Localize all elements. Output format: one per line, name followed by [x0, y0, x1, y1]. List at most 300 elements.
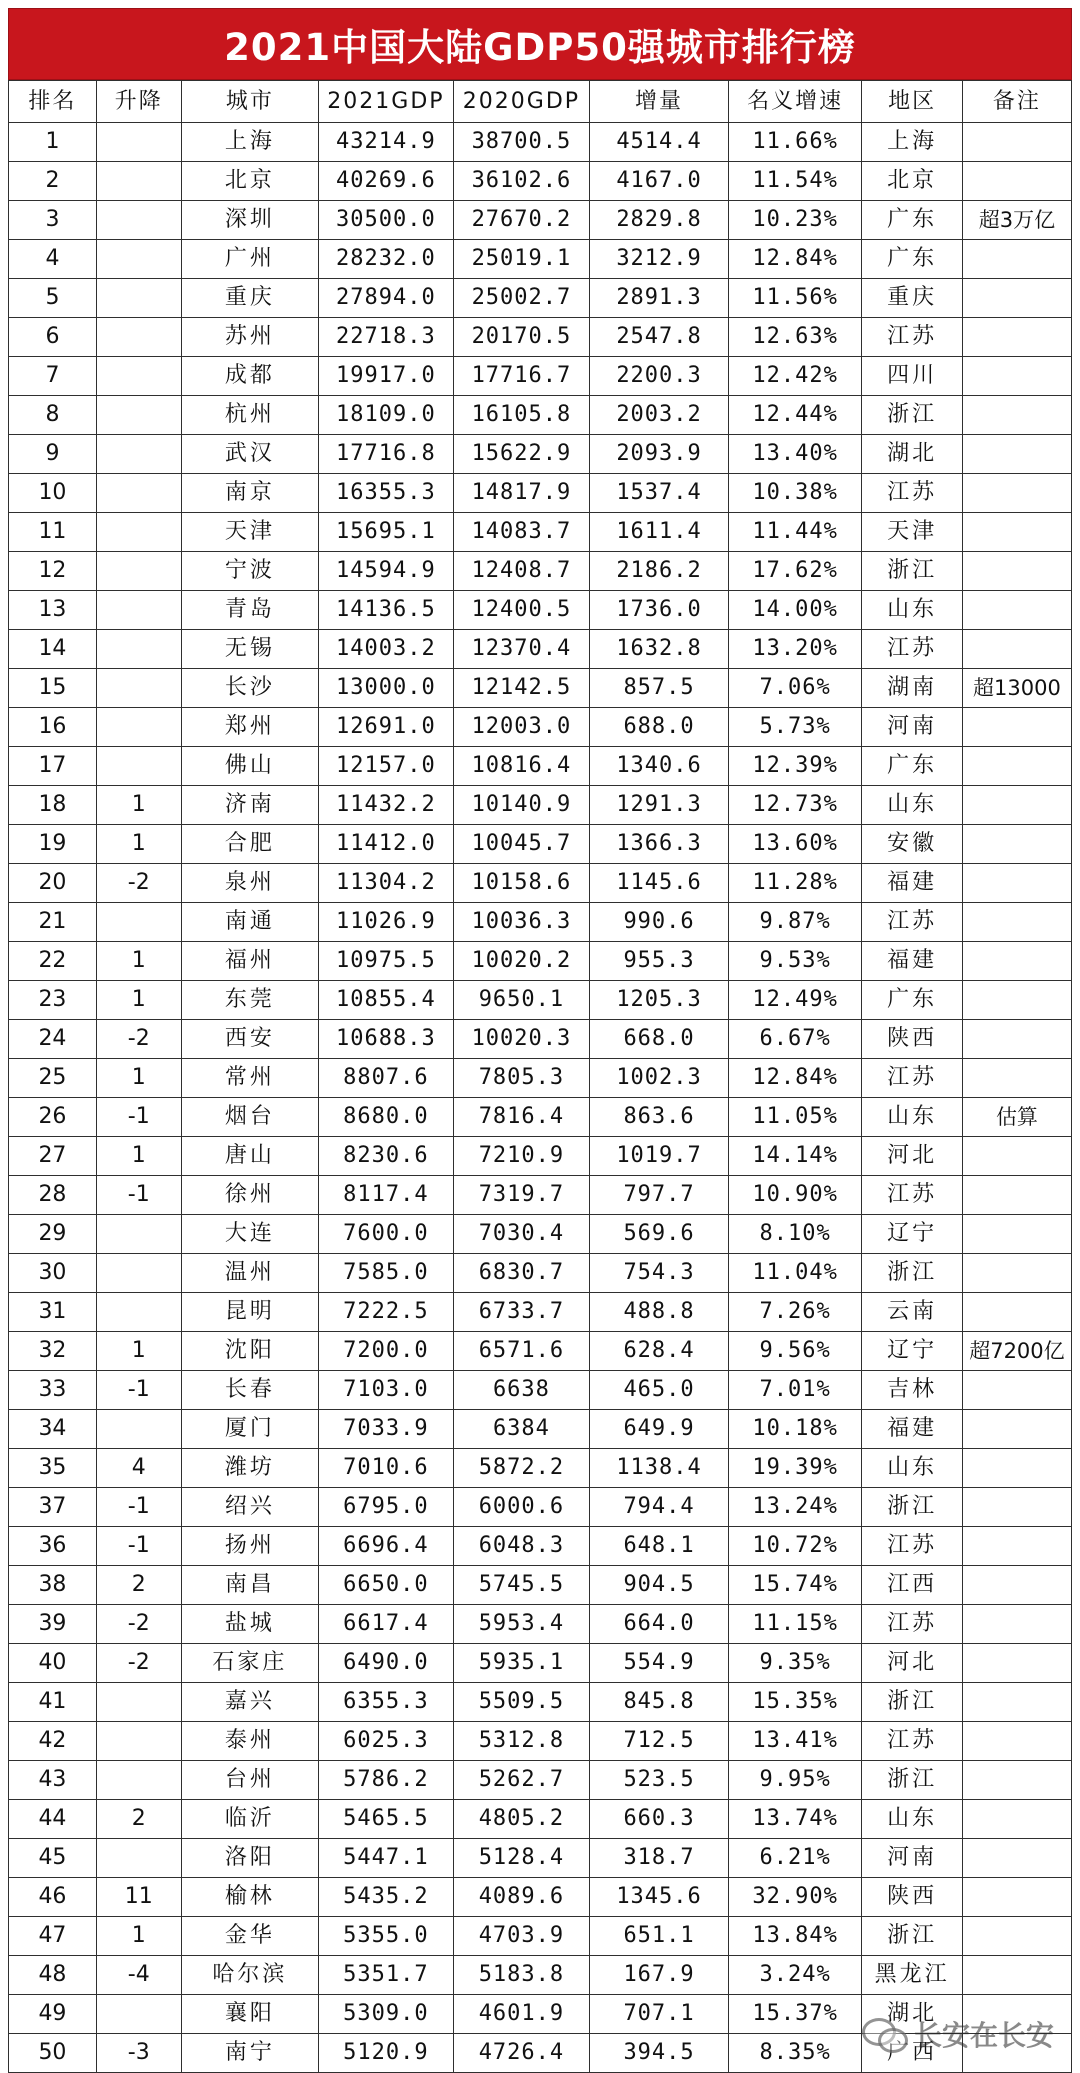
cell-note[interactable]	[962, 1254, 1071, 1293]
cell-city[interactable]: 福州	[181, 942, 319, 981]
cell-note[interactable]	[962, 1761, 1071, 1800]
cell-city[interactable]: 上海	[181, 123, 319, 162]
cell-note[interactable]: 超7200亿	[962, 1332, 1071, 1371]
cell-city[interactable]: 临沂	[181, 1800, 319, 1839]
cell-gdp-2021[interactable]: 10855.4	[319, 981, 453, 1020]
cell-gdp-2021[interactable]: 7585.0	[319, 1254, 453, 1293]
cell-city[interactable]: 天津	[181, 513, 319, 552]
cell-rank[interactable]: 37	[9, 1488, 97, 1527]
cell-city[interactable]: 成都	[181, 357, 319, 396]
cell-increase[interactable]: 1632.8	[590, 630, 729, 669]
cell-growth[interactable]: 12.84%	[728, 240, 861, 279]
cell-increase[interactable]: 955.3	[590, 942, 729, 981]
cell-gdp-2021[interactable]: 6490.0	[319, 1644, 453, 1683]
cell-region[interactable]: 广东	[862, 201, 963, 240]
cell-gdp-2020[interactable]: 10816.4	[453, 747, 590, 786]
cell-region[interactable]: 辽宁	[862, 1215, 963, 1254]
cell-note[interactable]	[962, 786, 1071, 825]
cell-rank[interactable]: 48	[9, 1956, 97, 1995]
cell-change[interactable]: -3	[96, 2034, 181, 2073]
cell-increase[interactable]: 1345.6	[590, 1878, 729, 1917]
cell-change[interactable]	[96, 1761, 181, 1800]
cell-gdp-2021[interactable]: 8230.6	[319, 1137, 453, 1176]
cell-gdp-2020[interactable]: 5509.5	[453, 1683, 590, 1722]
cell-note[interactable]	[962, 864, 1071, 903]
cell-growth[interactable]: 15.74%	[728, 1566, 861, 1605]
cell-gdp-2021[interactable]: 10975.5	[319, 942, 453, 981]
cell-growth[interactable]: 14.00%	[728, 591, 861, 630]
cell-note[interactable]	[962, 1137, 1071, 1176]
cell-change[interactable]: 1	[96, 1332, 181, 1371]
cell-growth[interactable]: 5.73%	[728, 708, 861, 747]
cell-change[interactable]	[96, 162, 181, 201]
cell-city[interactable]: 烟台	[181, 1098, 319, 1137]
cell-note[interactable]	[962, 123, 1071, 162]
cell-city[interactable]: 深圳	[181, 201, 319, 240]
cell-growth[interactable]: 6.67%	[728, 1020, 861, 1059]
cell-gdp-2021[interactable]: 10688.3	[319, 1020, 453, 1059]
cell-rank[interactable]: 17	[9, 747, 97, 786]
cell-increase[interactable]: 1002.3	[590, 1059, 729, 1098]
cell-change[interactable]: 2	[96, 1800, 181, 1839]
cell-rank[interactable]: 6	[9, 318, 97, 357]
cell-gdp-2021[interactable]: 8680.0	[319, 1098, 453, 1137]
cell-increase[interactable]: 990.6	[590, 903, 729, 942]
cell-city[interactable]: 大连	[181, 1215, 319, 1254]
cell-city[interactable]: 哈尔滨	[181, 1956, 319, 1995]
cell-gdp-2021[interactable]: 5447.1	[319, 1839, 453, 1878]
cell-rank[interactable]: 26	[9, 1098, 97, 1137]
cell-growth[interactable]: 10.38%	[728, 474, 861, 513]
cell-growth[interactable]: 11.56%	[728, 279, 861, 318]
cell-change[interactable]	[96, 1722, 181, 1761]
header-rank[interactable]: 排名	[9, 81, 97, 123]
cell-change[interactable]	[96, 591, 181, 630]
cell-gdp-2020[interactable]: 12400.5	[453, 591, 590, 630]
cell-change[interactable]: 1	[96, 825, 181, 864]
cell-change[interactable]: -2	[96, 1020, 181, 1059]
cell-note[interactable]	[962, 942, 1071, 981]
cell-growth[interactable]: 12.63%	[728, 318, 861, 357]
cell-note[interactable]	[962, 240, 1071, 279]
cell-increase[interactable]: 394.5	[590, 2034, 729, 2073]
cell-rank[interactable]: 43	[9, 1761, 97, 1800]
cell-gdp-2020[interactable]: 10045.7	[453, 825, 590, 864]
cell-change[interactable]	[96, 708, 181, 747]
cell-gdp-2020[interactable]: 7210.9	[453, 1137, 590, 1176]
cell-rank[interactable]: 4	[9, 240, 97, 279]
cell-rank[interactable]: 7	[9, 357, 97, 396]
cell-increase[interactable]: 712.5	[590, 1722, 729, 1761]
cell-note[interactable]	[962, 1059, 1071, 1098]
cell-city[interactable]: 北京	[181, 162, 319, 201]
cell-note[interactable]	[962, 1839, 1071, 1878]
cell-gdp-2020[interactable]: 12370.4	[453, 630, 590, 669]
header-city[interactable]: 城市	[181, 81, 319, 123]
cell-gdp-2020[interactable]: 5183.8	[453, 1956, 590, 1995]
cell-note[interactable]	[962, 1878, 1071, 1917]
cell-region[interactable]: 山东	[862, 1449, 963, 1488]
cell-gdp-2020[interactable]: 10036.3	[453, 903, 590, 942]
cell-gdp-2020[interactable]: 6733.7	[453, 1293, 590, 1332]
cell-gdp-2021[interactable]: 11412.0	[319, 825, 453, 864]
cell-gdp-2020[interactable]: 9650.1	[453, 981, 590, 1020]
cell-note[interactable]: 超3万亿	[962, 201, 1071, 240]
cell-gdp-2020[interactable]: 4726.4	[453, 2034, 590, 2073]
cell-city[interactable]: 东莞	[181, 981, 319, 1020]
cell-change[interactable]	[96, 747, 181, 786]
cell-increase[interactable]: 2891.3	[590, 279, 729, 318]
cell-growth[interactable]: 15.37%	[728, 1995, 861, 2034]
cell-change[interactable]	[96, 552, 181, 591]
cell-change[interactable]	[96, 435, 181, 474]
cell-growth[interactable]: 12.39%	[728, 747, 861, 786]
cell-gdp-2021[interactable]: 16355.3	[319, 474, 453, 513]
cell-city[interactable]: 重庆	[181, 279, 319, 318]
cell-rank[interactable]: 12	[9, 552, 97, 591]
cell-gdp-2021[interactable]: 8117.4	[319, 1176, 453, 1215]
cell-note[interactable]: 估算	[962, 1098, 1071, 1137]
cell-increase[interactable]: 845.8	[590, 1683, 729, 1722]
cell-gdp-2020[interactable]: 25019.1	[453, 240, 590, 279]
cell-region[interactable]: 河北	[862, 1137, 963, 1176]
cell-rank[interactable]: 42	[9, 1722, 97, 1761]
cell-increase[interactable]: 488.8	[590, 1293, 729, 1332]
cell-note[interactable]	[962, 513, 1071, 552]
cell-note[interactable]	[962, 1449, 1071, 1488]
cell-region[interactable]: 河南	[862, 708, 963, 747]
cell-rank[interactable]: 39	[9, 1605, 97, 1644]
cell-gdp-2021[interactable]: 11432.2	[319, 786, 453, 825]
cell-growth[interactable]: 11.15%	[728, 1605, 861, 1644]
cell-city[interactable]: 唐山	[181, 1137, 319, 1176]
cell-change[interactable]: 1	[96, 981, 181, 1020]
cell-region[interactable]: 福建	[862, 864, 963, 903]
cell-increase[interactable]: 2093.9	[590, 435, 729, 474]
cell-growth[interactable]: 11.66%	[728, 123, 861, 162]
cell-gdp-2020[interactable]: 10020.2	[453, 942, 590, 981]
header-change[interactable]: 升降	[96, 81, 181, 123]
cell-city[interactable]: 佛山	[181, 747, 319, 786]
cell-increase[interactable]: 1019.7	[590, 1137, 729, 1176]
cell-rank[interactable]: 29	[9, 1215, 97, 1254]
cell-city[interactable]: 郑州	[181, 708, 319, 747]
cell-gdp-2020[interactable]: 6000.6	[453, 1488, 590, 1527]
cell-increase[interactable]: 1205.3	[590, 981, 729, 1020]
cell-gdp-2021[interactable]: 7033.9	[319, 1410, 453, 1449]
cell-city[interactable]: 西安	[181, 1020, 319, 1059]
cell-gdp-2021[interactable]: 13000.0	[319, 669, 453, 708]
cell-region[interactable]: 吉林	[862, 1371, 963, 1410]
cell-change[interactable]	[96, 318, 181, 357]
cell-region[interactable]: 浙江	[862, 1683, 963, 1722]
header-gdp-2020[interactable]: 2020GDP	[453, 81, 590, 123]
cell-region[interactable]: 北京	[862, 162, 963, 201]
cell-gdp-2020[interactable]: 6571.6	[453, 1332, 590, 1371]
cell-region[interactable]: 上海	[862, 123, 963, 162]
cell-city[interactable]: 杭州	[181, 396, 319, 435]
cell-city[interactable]: 合肥	[181, 825, 319, 864]
cell-rank[interactable]: 16	[9, 708, 97, 747]
cell-gdp-2021[interactable]: 5309.0	[319, 1995, 453, 2034]
cell-growth[interactable]: 15.35%	[728, 1683, 861, 1722]
cell-region[interactable]: 江苏	[862, 630, 963, 669]
cell-change[interactable]	[96, 1995, 181, 2034]
cell-note[interactable]	[962, 981, 1071, 1020]
cell-growth[interactable]: 17.62%	[728, 552, 861, 591]
cell-region[interactable]: 安徽	[862, 825, 963, 864]
cell-gdp-2020[interactable]: 5953.4	[453, 1605, 590, 1644]
cell-growth[interactable]: 13.84%	[728, 1917, 861, 1956]
cell-rank[interactable]: 31	[9, 1293, 97, 1332]
cell-gdp-2020[interactable]: 5128.4	[453, 1839, 590, 1878]
cell-note[interactable]	[962, 1176, 1071, 1215]
cell-region[interactable]: 江苏	[862, 1059, 963, 1098]
cell-region[interactable]: 江苏	[862, 1722, 963, 1761]
cell-change[interactable]	[96, 1293, 181, 1332]
cell-growth[interactable]: 12.44%	[728, 396, 861, 435]
cell-region[interactable]: 广东	[862, 747, 963, 786]
cell-change[interactable]	[96, 669, 181, 708]
cell-region[interactable]: 山东	[862, 1098, 963, 1137]
cell-gdp-2020[interactable]: 4089.6	[453, 1878, 590, 1917]
cell-note[interactable]	[962, 1917, 1071, 1956]
cell-gdp-2021[interactable]: 19917.0	[319, 357, 453, 396]
cell-rank[interactable]: 47	[9, 1917, 97, 1956]
cell-rank[interactable]: 41	[9, 1683, 97, 1722]
cell-change[interactable]	[96, 1683, 181, 1722]
cell-city[interactable]: 石家庄	[181, 1644, 319, 1683]
cell-region[interactable]: 浙江	[862, 552, 963, 591]
cell-gdp-2020[interactable]: 4703.9	[453, 1917, 590, 1956]
cell-note[interactable]	[962, 1293, 1071, 1332]
cell-note[interactable]	[962, 1527, 1071, 1566]
cell-rank[interactable]: 28	[9, 1176, 97, 1215]
cell-gdp-2021[interactable]: 28232.0	[319, 240, 453, 279]
cell-rank[interactable]: 38	[9, 1566, 97, 1605]
cell-increase[interactable]: 523.5	[590, 1761, 729, 1800]
cell-increase[interactable]: 554.9	[590, 1644, 729, 1683]
cell-city[interactable]: 长春	[181, 1371, 319, 1410]
cell-change[interactable]	[96, 1254, 181, 1293]
cell-city[interactable]: 潍坊	[181, 1449, 319, 1488]
cell-gdp-2021[interactable]: 14136.5	[319, 591, 453, 630]
cell-growth[interactable]: 13.24%	[728, 1488, 861, 1527]
cell-gdp-2020[interactable]: 27670.2	[453, 201, 590, 240]
cell-note[interactable]	[962, 708, 1071, 747]
cell-increase[interactable]: 1291.3	[590, 786, 729, 825]
cell-growth[interactable]: 13.40%	[728, 435, 861, 474]
cell-region[interactable]: 广东	[862, 981, 963, 1020]
cell-increase[interactable]: 664.0	[590, 1605, 729, 1644]
cell-city[interactable]: 盐城	[181, 1605, 319, 1644]
cell-increase[interactable]: 688.0	[590, 708, 729, 747]
cell-note[interactable]	[962, 1566, 1071, 1605]
cell-increase[interactable]: 857.5	[590, 669, 729, 708]
cell-gdp-2021[interactable]: 7222.5	[319, 1293, 453, 1332]
cell-growth[interactable]: 9.87%	[728, 903, 861, 942]
cell-region[interactable]: 四川	[862, 357, 963, 396]
cell-note[interactable]	[962, 2034, 1071, 2073]
cell-rank[interactable]: 3	[9, 201, 97, 240]
cell-rank[interactable]: 24	[9, 1020, 97, 1059]
cell-change[interactable]	[96, 201, 181, 240]
cell-city[interactable]: 无锡	[181, 630, 319, 669]
cell-region[interactable]: 山东	[862, 1800, 963, 1839]
cell-change[interactable]: -1	[96, 1176, 181, 1215]
cell-region[interactable]: 江苏	[862, 903, 963, 942]
cell-change[interactable]	[96, 123, 181, 162]
header-gdp-2021[interactable]: 2021GDP	[319, 81, 453, 123]
cell-gdp-2020[interactable]: 7030.4	[453, 1215, 590, 1254]
cell-increase[interactable]: 4167.0	[590, 162, 729, 201]
cell-rank[interactable]: 11	[9, 513, 97, 552]
cell-gdp-2020[interactable]: 7319.7	[453, 1176, 590, 1215]
cell-note[interactable]	[962, 1683, 1071, 1722]
cell-rank[interactable]: 22	[9, 942, 97, 981]
cell-increase[interactable]: 797.7	[590, 1176, 729, 1215]
cell-rank[interactable]: 2	[9, 162, 97, 201]
cell-rank[interactable]: 27	[9, 1137, 97, 1176]
cell-increase[interactable]: 1736.0	[590, 591, 729, 630]
cell-change[interactable]: -2	[96, 1644, 181, 1683]
cell-note[interactable]	[962, 1488, 1071, 1527]
cell-growth[interactable]: 12.73%	[728, 786, 861, 825]
cell-gdp-2020[interactable]: 25002.7	[453, 279, 590, 318]
cell-increase[interactable]: 863.6	[590, 1098, 729, 1137]
cell-region[interactable]: 山东	[862, 591, 963, 630]
cell-city[interactable]: 南昌	[181, 1566, 319, 1605]
cell-growth[interactable]: 7.01%	[728, 1371, 861, 1410]
cell-change[interactable]	[96, 240, 181, 279]
cell-increase[interactable]: 2547.8	[590, 318, 729, 357]
cell-growth[interactable]: 13.74%	[728, 1800, 861, 1839]
cell-gdp-2020[interactable]: 7805.3	[453, 1059, 590, 1098]
cell-city[interactable]: 厦门	[181, 1410, 319, 1449]
cell-growth[interactable]: 9.95%	[728, 1761, 861, 1800]
cell-growth[interactable]: 7.26%	[728, 1293, 861, 1332]
cell-rank[interactable]: 30	[9, 1254, 97, 1293]
cell-note[interactable]	[962, 357, 1071, 396]
cell-change[interactable]	[96, 513, 181, 552]
cell-gdp-2021[interactable]: 17716.8	[319, 435, 453, 474]
cell-region[interactable]: 江苏	[862, 1527, 963, 1566]
cell-gdp-2021[interactable]: 11304.2	[319, 864, 453, 903]
cell-note[interactable]	[962, 1722, 1071, 1761]
cell-change[interactable]	[96, 630, 181, 669]
cell-rank[interactable]: 25	[9, 1059, 97, 1098]
cell-increase[interactable]: 465.0	[590, 1371, 729, 1410]
cell-change[interactable]: 1	[96, 1137, 181, 1176]
cell-gdp-2021[interactable]: 40269.6	[319, 162, 453, 201]
cell-region[interactable]: 福建	[862, 942, 963, 981]
cell-change[interactable]: -1	[96, 1371, 181, 1410]
cell-increase[interactable]: 1138.4	[590, 1449, 729, 1488]
cell-change[interactable]: -4	[96, 1956, 181, 1995]
cell-gdp-2021[interactable]: 7200.0	[319, 1332, 453, 1371]
cell-note[interactable]	[962, 1800, 1071, 1839]
cell-gdp-2021[interactable]: 6795.0	[319, 1488, 453, 1527]
cell-city[interactable]: 泰州	[181, 1722, 319, 1761]
cell-city[interactable]: 青岛	[181, 591, 319, 630]
cell-region[interactable]: 广西	[862, 2034, 963, 2073]
cell-growth[interactable]: 13.41%	[728, 1722, 861, 1761]
cell-city[interactable]: 宁波	[181, 552, 319, 591]
cell-gdp-2020[interactable]: 10140.9	[453, 786, 590, 825]
cell-region[interactable]: 天津	[862, 513, 963, 552]
cell-increase[interactable]: 648.1	[590, 1527, 729, 1566]
cell-growth[interactable]: 10.90%	[728, 1176, 861, 1215]
cell-gdp-2021[interactable]: 22718.3	[319, 318, 453, 357]
cell-city[interactable]: 金华	[181, 1917, 319, 1956]
cell-gdp-2021[interactable]: 30500.0	[319, 201, 453, 240]
cell-note[interactable]	[962, 435, 1071, 474]
cell-increase[interactable]: 1537.4	[590, 474, 729, 513]
cell-change[interactable]: 1	[96, 786, 181, 825]
cell-increase[interactable]: 707.1	[590, 1995, 729, 2034]
cell-city[interactable]: 南通	[181, 903, 319, 942]
cell-city[interactable]: 洛阳	[181, 1839, 319, 1878]
cell-growth[interactable]: 6.21%	[728, 1839, 861, 1878]
cell-growth[interactable]: 9.56%	[728, 1332, 861, 1371]
cell-gdp-2020[interactable]: 7816.4	[453, 1098, 590, 1137]
cell-region[interactable]: 河南	[862, 1839, 963, 1878]
cell-gdp-2020[interactable]: 12142.5	[453, 669, 590, 708]
cell-region[interactable]: 重庆	[862, 279, 963, 318]
cell-region[interactable]: 陕西	[862, 1020, 963, 1059]
cell-city[interactable]: 嘉兴	[181, 1683, 319, 1722]
cell-gdp-2020[interactable]: 38700.5	[453, 123, 590, 162]
cell-region[interactable]: 浙江	[862, 1254, 963, 1293]
cell-city[interactable]: 武汉	[181, 435, 319, 474]
cell-gdp-2021[interactable]: 15695.1	[319, 513, 453, 552]
cell-city[interactable]: 绍兴	[181, 1488, 319, 1527]
cell-rank[interactable]: 8	[9, 396, 97, 435]
cell-city[interactable]: 常州	[181, 1059, 319, 1098]
cell-increase[interactable]: 3212.9	[590, 240, 729, 279]
cell-rank[interactable]: 35	[9, 1449, 97, 1488]
cell-note[interactable]	[962, 1371, 1071, 1410]
cell-note[interactable]	[962, 591, 1071, 630]
cell-city[interactable]: 泉州	[181, 864, 319, 903]
cell-change[interactable]: 2	[96, 1566, 181, 1605]
cell-growth[interactable]: 13.60%	[728, 825, 861, 864]
cell-gdp-2020[interactable]: 5935.1	[453, 1644, 590, 1683]
cell-gdp-2021[interactable]: 12691.0	[319, 708, 453, 747]
cell-gdp-2021[interactable]: 5786.2	[319, 1761, 453, 1800]
cell-change[interactable]: -1	[96, 1488, 181, 1527]
cell-rank[interactable]: 5	[9, 279, 97, 318]
cell-gdp-2021[interactable]: 14003.2	[319, 630, 453, 669]
cell-change[interactable]	[96, 474, 181, 513]
cell-region[interactable]: 云南	[862, 1293, 963, 1332]
cell-gdp-2021[interactable]: 8807.6	[319, 1059, 453, 1098]
cell-region[interactable]: 河北	[862, 1644, 963, 1683]
cell-increase[interactable]: 569.6	[590, 1215, 729, 1254]
cell-region[interactable]: 湖北	[862, 435, 963, 474]
cell-gdp-2021[interactable]: 6617.4	[319, 1605, 453, 1644]
header-growth[interactable]: 名义增速	[728, 81, 861, 123]
cell-gdp-2020[interactable]: 12003.0	[453, 708, 590, 747]
cell-gdp-2020[interactable]: 14817.9	[453, 474, 590, 513]
cell-gdp-2020[interactable]: 4601.9	[453, 1995, 590, 2034]
cell-growth[interactable]: 3.24%	[728, 1956, 861, 1995]
cell-growth[interactable]: 13.20%	[728, 630, 861, 669]
cell-increase[interactable]: 2003.2	[590, 396, 729, 435]
cell-change[interactable]	[96, 1410, 181, 1449]
cell-growth[interactable]: 11.04%	[728, 1254, 861, 1293]
cell-rank[interactable]: 49	[9, 1995, 97, 2034]
